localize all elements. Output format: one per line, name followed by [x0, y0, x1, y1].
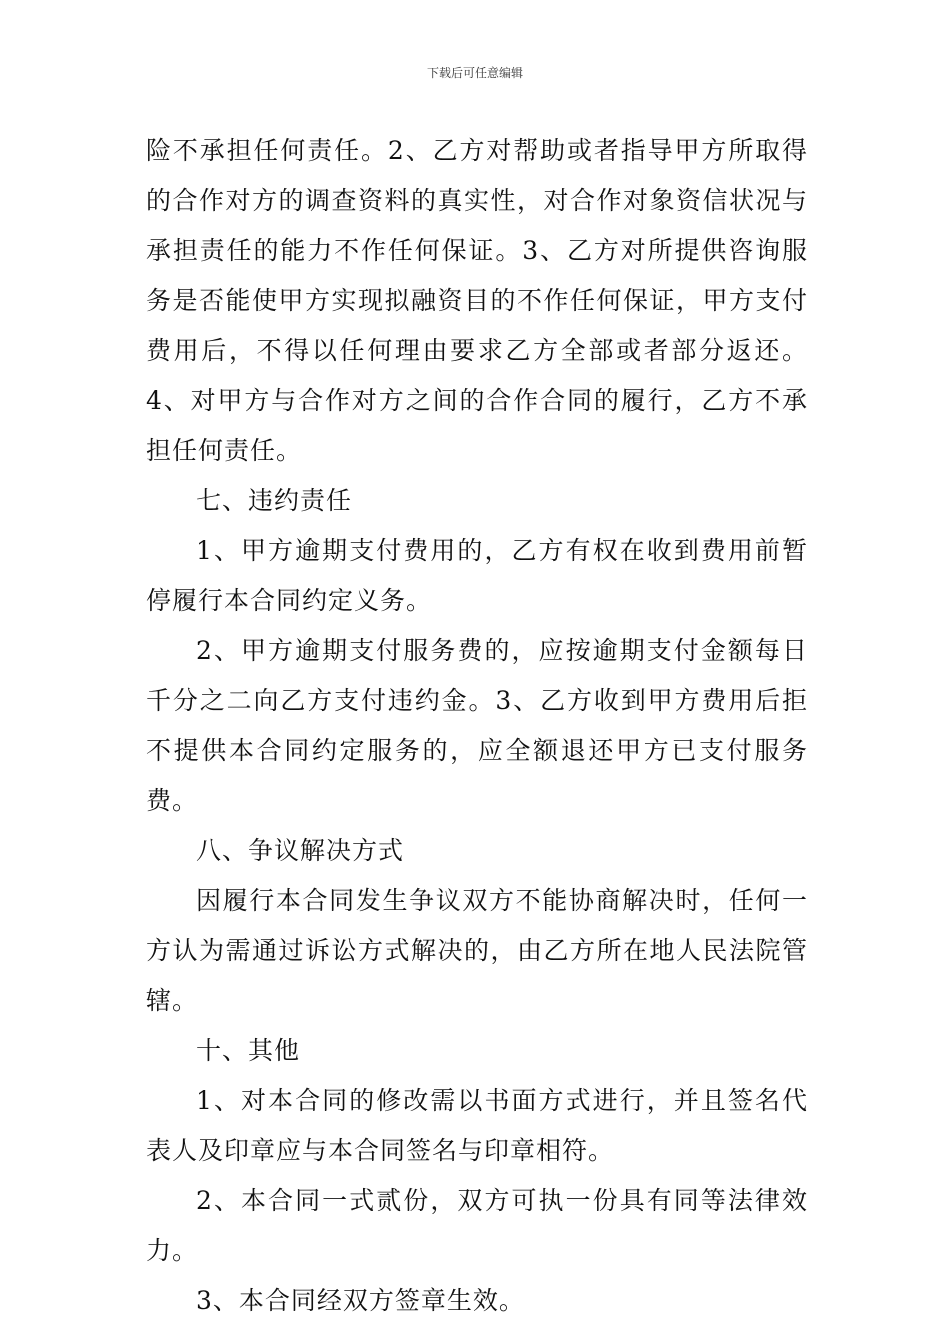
page-header-note: 下载后可任意编辑	[426, 66, 523, 80]
section-heading-other: 十、其他	[196, 1036, 301, 1065]
paragraph-other-clause-1: 1、对本合同的修改需以书面方式进行，并且签名代表人及印章应与本合同签名与印章相符。	[146, 1086, 808, 1165]
section-heading-breach-liability: 七、违约责任	[196, 486, 353, 515]
paragraph-breach-clause-2-3: 2、甲方逾期支付服务费的，应按逾期支付金额每日千分之二向乙方支付违约金。3、乙方收到甲方费用后拒不提供本合同约定服务的，应全额退还甲方已支付服务费。	[146, 636, 808, 815]
paragraph-other-clause-2: 2、本合同一式贰份，双方可执一份具有同等法律效力。	[146, 1186, 808, 1265]
document-body	[146, 126, 808, 1326]
paragraph-continuation-liability: 险不承担任何责任。2、乙方对帮助或者指导甲方所取得的合作对方的调查资料的真实性，对合作对象资信状况与承担责任的能力不作任何保证。3、乙方对所提供咨询服务是否能使甲方实现拟融资目的不作任何保证，甲方支付费用后，不得以任何理由要求乙方全部或者部分返还。4、对甲方与合作对方之间的合作合同的履行，乙方不承担任何责任。	[146, 136, 808, 465]
paragraph-other-clause-3: 3、本合同经双方签章生效。	[196, 1286, 525, 1315]
paragraph-dispute-resolution: 因履行本合同发生争议双方不能协商解决时，任何一方认为需通过诉讼方式解决的，由乙方所在地人民法院管辖。	[146, 886, 808, 1015]
section-heading-dispute-resolution: 八、争议解决方式	[196, 836, 405, 865]
paragraph-breach-clause-1: 1、甲方逾期支付费用的，乙方有权在收到费用前暂停履行本合同约定义务。	[146, 536, 808, 615]
